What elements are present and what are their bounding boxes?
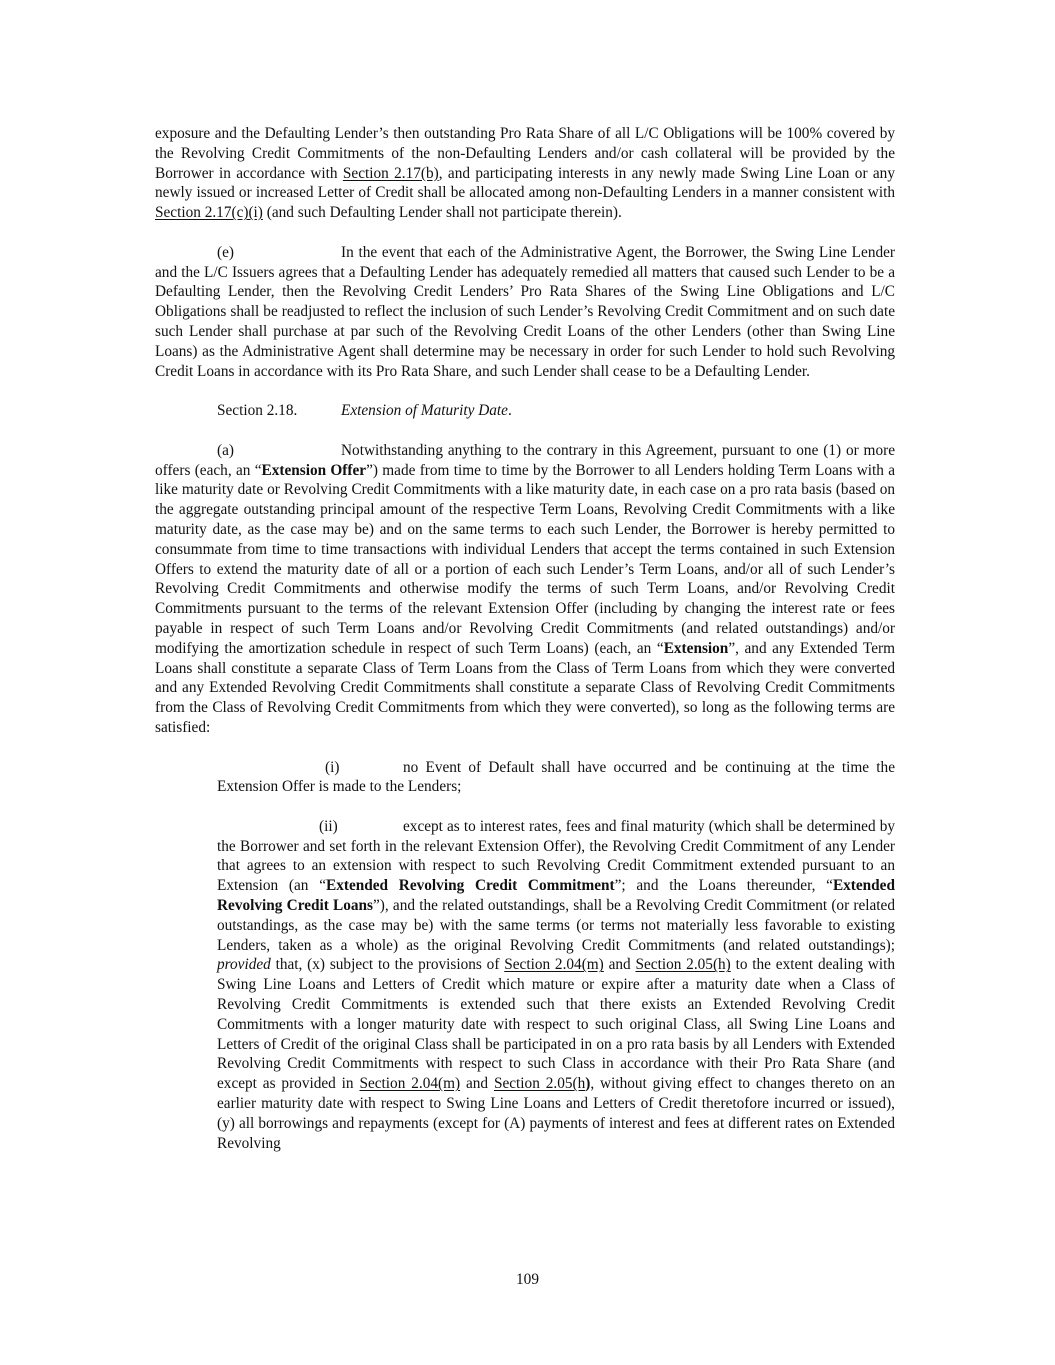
clause-label: (e) (217, 243, 234, 261)
paragraph-e: (e) In the event that each of the Administrative Agent, the Borrower, the Swing Line Lender and the L/C Issuers agrees that a Defaulting Lender has adequately remedied all matters that caused such Lender to be a Defaulting Lender, then the Revolving Credit Lenders’ Pro Rata Shares of the Swing Line Obligations and L/C Obligations shall be readjusted to reflect the inclusion of such Lender’s Revolving Credit Commitment and on such date such Lender shall purchase at par such of the Revolving Credit Loans of the other Lenders (other than Swing Line Loans) as the Administrative Agent shall determine may be necessary in order for such Lender to hold such Revolving Credit Loans in accordance with its Pro Rata Share, and such Lender shall cease to be a Defaulting Lender. (155, 243, 895, 380)
section-reference: Section 2.05(h) (635, 956, 731, 974)
section-title: Extension of Maturity Date (341, 402, 508, 420)
clause-label: (a) (217, 441, 234, 459)
section-reference: Section 2.04(m) (504, 956, 604, 974)
paragraph-i: (i) no Event of Default shall have occurred and be continuing at the time the Extension Offer is made to the Lenders; (217, 758, 895, 796)
paragraph-ii: (ii) except as to interest rates, fees and final maturity (which shall be determined by the Borrower and set forth in the relevant Extension Offer), the Revolving Credit Commitment of any Lender that agrees to an extension with respect to such Revolving Credit Commitment extended pursuant to an Extension (an “Extended Revolving Credit Commitment”; and the Loans thereunder, “Extended Revolving Credit Loans”), and the related outstandings, shall be a Revolving Credit Commitment (or related outstandings, as the case may be) with the same terms (or terms not materially less favorable to existing Lenders, taken as a whole) as the original Revolving Credit Commitments (and related outstandings); provided that, (x) subject to the provisions of Section 2.04(m) and Section 2.05(h) to the extent dealing with Swing Line Loans and Letters of Credit which mature or expire after a maturity date when a Class of Revolving Credit Commitments is extended such that there exists an Extended Revolving Credit Commitments with a longer maturity date with respect to such original Class, all Swing Line Loans and Letters of Credit of the original Class shall be participated in on a pro rata basis by all Lenders with Extended Revolving Credit Commitments with respect to such Class in accordance with their Pro Rata Share (and except as provided in Section 2.04(m) and Section 2.05(h), without giving effect to changes thereto on an earlier maturity date with respect to Swing Line Loans and Letters of Credit theretofore incurred or issued), (y) all borrowings and repayments (except for (A) payments of interest and fees at different rates on Extended Revolving (217, 817, 895, 1152)
clause-label: (i) (325, 758, 340, 776)
document-page (155, 124, 895, 1153)
subclause-block (217, 758, 895, 1154)
section-reference: Section 2.17(b) (342, 164, 439, 182)
section-number: Section 2.18. (217, 402, 298, 420)
page-number: 109 (516, 1271, 539, 1288)
section-reference: Section 2.05(h (493, 1075, 586, 1093)
paragraph-a: (a) Notwithstanding anything to the contrary in this Agreement, pursuant to one (1) or more offers (each, an “Extension Offer”) made from time to time by the Borrower to all Lenders holding Term Loans with a like maturity date or Revolving Credit Commitments with a like maturity date, in each case on a pro rata basis (based on the aggregate outstanding principal amount of the respective Term Loans, Revolving Credit Commitments with a like maturity date, as the case may be) and on the same terms to each such Lender, the Borrower is hereby permitted to consummate from time to time transactions with individual Lenders that accept the terms contained in such Extension Offers to extend the maturity date of all or a portion of each such Lender’s Term Loans, and/or all of such Lender’s Revolving Credit Commitments and otherwise modify the terms of such Term Loans, and/or Revolving Credit Commitments pursuant to the terms of the relevant Extension Offer (including by changing the interest rate or fees payable in respect of such Term Loans and/or Revolving Credit Commitments (and related outstandings) and/or modifying the amortization schedule in respect of such Term Loans) (each, an “Extension”, and any Extended Term Loans shall constitute a separate Class of Term Loans from the Class of Term Loans from which they were converted and any Extended Revolving Credit Commitments shall constitute a separate Class of Revolving Credit Commitments from the Class of Revolving Credit Commitments from which they were converted), so long as the following terms are satisfied: (155, 441, 895, 736)
clause-label: (ii) (319, 817, 338, 835)
defined-term: Extended Revolving Credit Loans (217, 877, 895, 915)
defined-term: Extension Offer (261, 461, 367, 479)
defined-term: Extended Revolving Credit Commitment (326, 877, 615, 895)
emphasis: provided (217, 956, 271, 974)
section-reference: Section 2.04(m) (359, 1075, 461, 1093)
section-heading: Section 2.18. Extension of Maturity Date. (217, 402, 512, 420)
section-reference: Section 2.17(c)(i) (155, 204, 263, 222)
paragraph-continuation: exposure and the Defaulting Lender’s then outstanding Pro Rata Share of all L/C Obligations will be 100% covered by the Revolving Credit Commitments of the non-Defaulting Lenders and/or cash collateral will be provided by the Borrower in accordance with Section 2.17(b), and participating interests in any newly made Swing Line Loan or any newly issued or increased Letter of Credit shall be allocated among non-Defaulting Lenders in a manner consistent with Section 2.17(c)(i) (and such Defaulting Lender shall not participate therein). (155, 125, 895, 222)
defined-term: Extension (663, 639, 729, 657)
